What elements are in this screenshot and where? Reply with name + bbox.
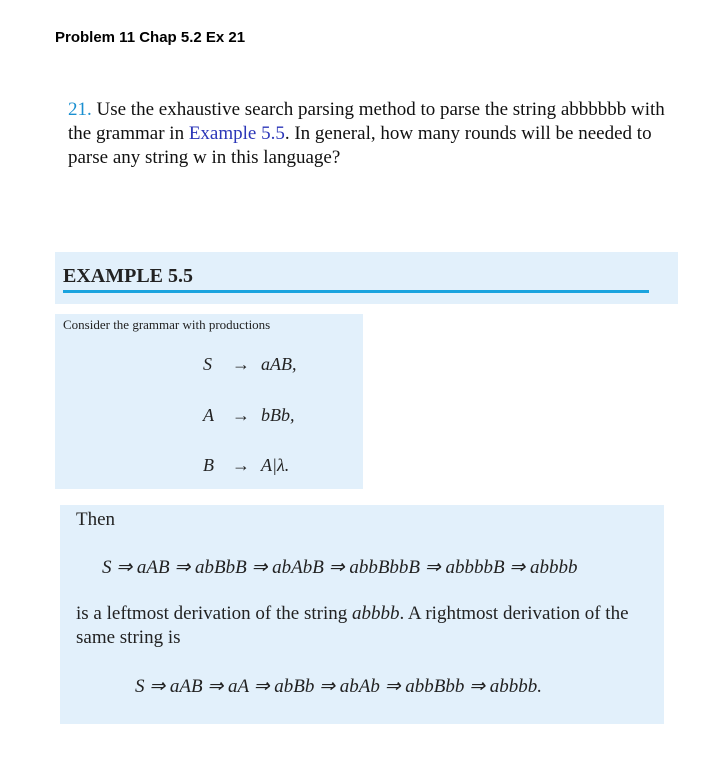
production-lhs: B: [203, 455, 214, 475]
explanation-part1: is a leftmost derivation of the string: [76, 603, 348, 624]
explanation-string: abbbb: [351, 603, 400, 624]
example-link[interactable]: Example 5.5: [188, 123, 285, 144]
title-underline: [63, 290, 649, 293]
problem-statement: [68, 98, 668, 170]
leftmost-derivation: S ⇒ aAB ⇒ abBbB ⇒ abAbB ⇒ abbBbbB ⇒ abbbbB ⇒ abbbb: [102, 557, 578, 578]
example-header-panel: [55, 252, 678, 304]
problem-text-continued: . In general, how many rounds will be needed to parse any string w in this language?: [68, 123, 652, 168]
explanation-part2: . A rightmost derivation of the same string is: [76, 603, 629, 648]
problem-line: [68, 98, 668, 170]
production-row: [203, 405, 295, 426]
then-label: Then: [76, 509, 116, 530]
derivation-explanation: [76, 602, 656, 650]
example-title: EXAMPLE 5.5: [63, 265, 193, 287]
production-arrow: →: [232, 455, 250, 475]
rightmost-derivation: S ⇒ aAB ⇒ aA ⇒ abBb ⇒ abAb ⇒ abbBbb ⇒ abbbb.: [135, 676, 543, 697]
production-rhs: aAB,: [261, 354, 297, 374]
production-arrow: →: [232, 405, 250, 425]
production-row: [203, 455, 289, 476]
grammar-panel: [55, 314, 363, 489]
production-arrow: →: [232, 354, 250, 374]
production-rhs: A|λ.: [261, 455, 290, 475]
page-title: Problem 11 Chap 5.2 Ex 21: [55, 29, 246, 46]
problem-number: 21.: [68, 99, 92, 120]
production-row: [203, 354, 297, 375]
production-lhs: A: [203, 405, 214, 425]
derivation-panel: [60, 505, 664, 724]
production-rhs: bBb,: [261, 405, 295, 425]
grammar-intro: Consider the grammar with productions: [63, 317, 271, 332]
production-lhs: S: [203, 354, 212, 374]
problem-text: Use the exhaustive search parsing method to parse the string abbbbbb with the grammar in: [68, 99, 665, 144]
